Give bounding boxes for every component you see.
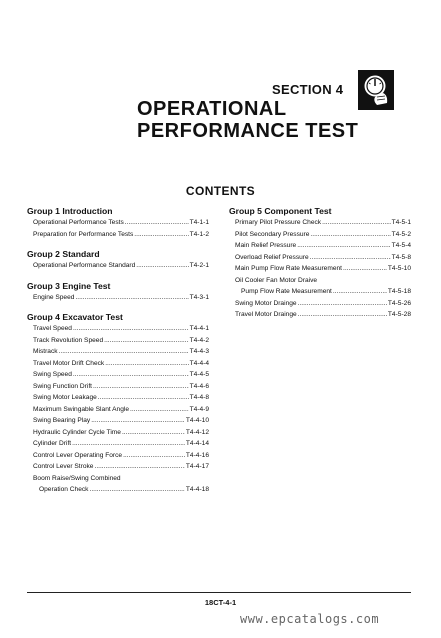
toc-entry-page: T4-2-1: [189, 262, 209, 269]
toc-entry-label: Pump Flow Rate Measurement: [241, 288, 332, 295]
toc-entry-page: T4-4-5: [189, 371, 209, 378]
contents-group: [27, 280, 209, 304]
toc-entry-label: Travel Speed: [33, 325, 72, 332]
toc-entry-page: T4-1-2: [189, 230, 209, 238]
toc-entry-label: Travel Motor Drainge: [235, 311, 297, 318]
toc-entry[interactable]: [27, 292, 209, 304]
toc-leader-dots: [75, 292, 188, 304]
group-title: Group 1 Introduction: [27, 206, 113, 216]
group-title: Group 2 Standard: [27, 249, 100, 259]
toc-entry[interactable]: [27, 438, 209, 450]
toc-entry[interactable]: [229, 240, 411, 252]
toc-entry-label: Cylinder Drift: [33, 440, 72, 447]
section-title-line-2: PERFORMANCE TEST: [137, 120, 359, 142]
toc-entry-page: T4-5-26: [387, 299, 411, 307]
toc-entry-label: Hydraulic Cylinder Cycle Time: [33, 428, 121, 436]
toc-entry[interactable]: [27, 381, 209, 393]
toc-entry-page: T4-5-18: [387, 288, 411, 295]
toc-entry-page: T4-4-9: [189, 405, 209, 413]
toc-entry[interactable]: [27, 217, 209, 229]
contents-left-column: [27, 205, 209, 504]
toc-entry-label: Operational Performance Standard: [33, 262, 136, 269]
group-title: Group 3 Engine Test: [27, 280, 111, 291]
section-title: [137, 98, 358, 142]
toc-entry[interactable]: [27, 229, 209, 241]
contents-group: [27, 311, 209, 496]
toc-leader-dots: [94, 461, 184, 473]
toc-entry[interactable]: [27, 358, 209, 370]
toc-leader-dots: [297, 240, 390, 252]
toc-entry-page: T4-4-8: [189, 394, 209, 401]
toc-entry[interactable]: [229, 298, 411, 310]
toc-entry-label: Travel Motor Drift Check: [33, 359, 105, 367]
toc-entry-page: T4-5-8: [391, 253, 411, 261]
toc-leader-dots: [310, 229, 390, 241]
toc-leader-dots: [134, 229, 188, 241]
toc-leader-dots: [322, 217, 390, 229]
toc-leader-dots: [98, 392, 189, 404]
toc-entry-label: Swing Bearing Play: [33, 417, 91, 424]
toc-entry[interactable]: [27, 346, 209, 358]
toc-entry[interactable]: [27, 335, 209, 347]
toc-leader-dots: [122, 427, 185, 439]
toc-entry-label: Preparation for Performance Tests: [33, 230, 134, 238]
toc-entry[interactable]: [27, 369, 209, 381]
toc-entry-page: T4-4-16: [185, 451, 209, 459]
toc-entry[interactable]: [27, 260, 209, 272]
toc-entry-page: T4-4-6: [189, 382, 209, 390]
toc-entry-page: T4-3-1: [189, 293, 209, 301]
toc-leader-dots: [136, 260, 188, 272]
toc-entry-label: Track Revolution Speed: [33, 336, 104, 344]
toc-entry[interactable]: [27, 415, 209, 427]
toc-leader-dots: [298, 309, 387, 321]
toc-entry-label: Operational Performance Tests: [33, 219, 124, 226]
toc-entry[interactable]: [229, 229, 411, 241]
toc-entry[interactable]: [27, 473, 209, 485]
toc-leader-dots: [125, 217, 189, 229]
toc-leader-dots: [130, 404, 189, 416]
toc-leader-dots: [72, 438, 185, 450]
toc-entry-page: T4-4-18: [185, 486, 209, 493]
toc-leader-dots: [343, 263, 387, 275]
contents-heading: CONTENTS: [185, 184, 256, 198]
toc-entry-page: T4-4-17: [185, 463, 209, 470]
toc-entry-label: Swing Function Drift: [33, 382, 92, 390]
contents-group: [27, 205, 209, 240]
contents-right-column: [229, 205, 411, 329]
pressure-gauge-icon: [358, 70, 394, 110]
toc-leader-dots: [333, 286, 387, 298]
toc-entry[interactable]: [27, 392, 209, 404]
toc-leader-dots: [73, 323, 189, 335]
toc-entry-page: T4-4-2: [189, 336, 209, 344]
toc-leader-dots: [105, 358, 188, 370]
toc-entry-page: T4-4-4: [189, 359, 209, 367]
toc-leader-dots: [73, 369, 189, 381]
footer-divider: [27, 592, 411, 593]
toc-entry-label: Swing Motor Drainge: [235, 299, 297, 307]
toc-entry-page: T4-5-4: [391, 242, 411, 249]
toc-leader-dots: [89, 484, 184, 496]
toc-leader-dots: [310, 252, 391, 264]
toc-entry-label: Primary Pilot Pressure Check: [235, 219, 322, 226]
toc-leader-dots: [91, 415, 185, 427]
toc-entry-label: Operation Check: [39, 486, 89, 493]
toc-entry-label: Mistrack: [33, 348, 58, 355]
toc-entry-label: Maximum Swingable Slant Angle: [33, 405, 130, 413]
toc-entry[interactable]: [229, 286, 411, 298]
toc-entry-page: T4-4-3: [189, 348, 209, 355]
toc-entry-label: Main Pump Flow Rate Measurement: [235, 265, 343, 272]
toc-entry-page: T4-5-1: [391, 219, 411, 226]
toc-entry-page: T4-5-2: [391, 230, 411, 238]
toc-entry-page: T4-4-10: [185, 417, 209, 424]
toc-leader-dots: [298, 298, 387, 310]
toc-entry-page: T4-5-28: [387, 311, 411, 318]
toc-entry-label: Pilot Secondary Pressure: [235, 230, 310, 238]
toc-entry-label: Swing Motor Leakage: [33, 394, 97, 401]
toc-entry[interactable]: [27, 404, 209, 416]
toc-entry-page: T4-4-14: [185, 440, 209, 447]
toc-leader-dots: [93, 381, 189, 393]
toc-leader-dots: [123, 450, 185, 462]
contents-group: [229, 205, 411, 321]
watermark: www.epcatalogs.com: [240, 612, 380, 626]
toc-entry[interactable]: [27, 484, 209, 496]
toc-entry[interactable]: [229, 275, 411, 287]
section-title-line-1: OPERATIONAL: [137, 98, 287, 120]
toc-entry[interactable]: [229, 252, 411, 264]
page-code: 18CT-4-1: [204, 598, 237, 607]
toc-entry[interactable]: [229, 263, 411, 275]
contents-group: [27, 248, 209, 272]
toc-entry-label: Boom Raise/Swing Combined: [33, 474, 121, 482]
toc-entry[interactable]: [27, 323, 209, 335]
section-label: SECTION 4: [272, 82, 344, 97]
toc-entry[interactable]: [27, 427, 209, 439]
group-title: Group 4 Excavator Test: [27, 312, 123, 322]
toc-entry-label: Main Relief Pressure: [235, 242, 297, 249]
toc-entry-label: Engine Speed: [33, 293, 75, 301]
toc-entry[interactable]: [27, 461, 209, 473]
toc-leader-dots: [59, 346, 189, 358]
toc-entry-label: Control Lever Operating Force: [33, 451, 123, 459]
toc-entry-label: Overload Relief Pressure: [235, 253, 309, 261]
toc-entry-page: T4-5-10: [387, 265, 411, 272]
toc-entry-label: Swing Speed: [33, 371, 72, 378]
toc-entry-page: T4-4-12: [185, 428, 209, 436]
toc-entry-page: T4-4-1: [189, 325, 209, 332]
toc-entry-page: T4-1-1: [189, 219, 209, 226]
toc-leader-dots: [104, 335, 188, 347]
toc-entry-label: Control Lever Stroke: [33, 463, 94, 470]
toc-entry[interactable]: [229, 217, 411, 229]
toc-entry[interactable]: [229, 309, 411, 321]
toc-entry-label: Oil Cooler Fan Motor Draive: [235, 276, 318, 284]
toc-entry[interactable]: [27, 450, 209, 462]
group-title: Group 5 Component Test: [229, 206, 332, 216]
